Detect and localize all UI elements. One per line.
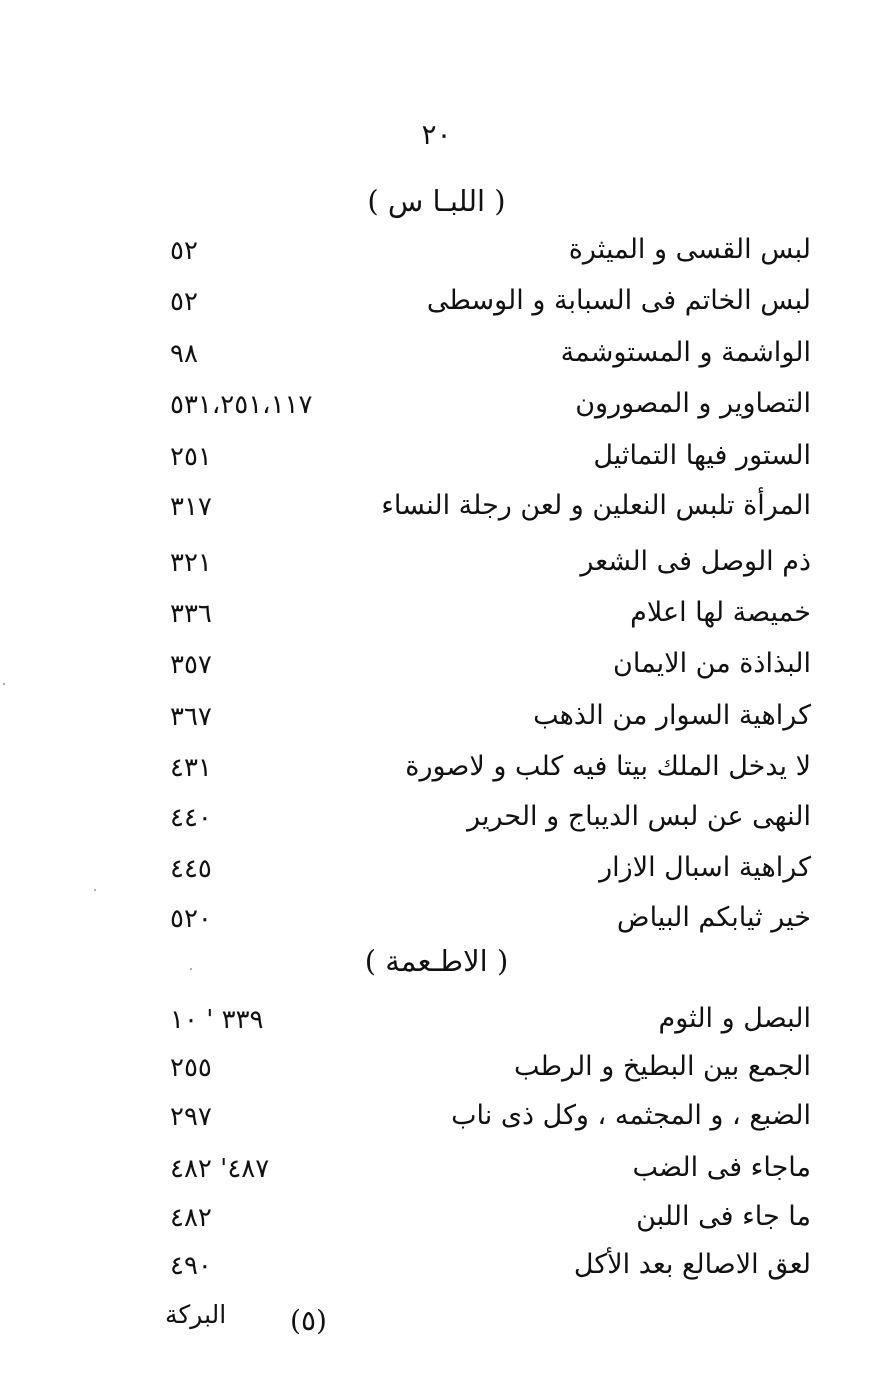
index-entry bbox=[0, 1100, 873, 1144]
entry-pages: ٤٤٥ bbox=[170, 854, 212, 884]
scan-speck bbox=[190, 968, 192, 970]
entry-pages: ٤٩٠ bbox=[170, 1251, 212, 1281]
entry-title: البصل و الثوم bbox=[658, 1003, 811, 1034]
entry-pages: ٢٥٥ bbox=[170, 1053, 212, 1083]
index-entry bbox=[0, 546, 873, 590]
index-entry bbox=[0, 490, 873, 534]
entry-title: لبس الخاتم فى السبابة و الوسطى bbox=[426, 285, 811, 316]
index-entry bbox=[0, 1152, 873, 1196]
section-heading-clothing: ( اللبـا س ) bbox=[367, 184, 506, 218]
index-entry bbox=[0, 337, 873, 381]
entry-pages: ٣٣٦ bbox=[170, 599, 212, 629]
entry-title: كراهية اسبال الازار bbox=[599, 852, 811, 883]
entry-title: النهى عن لبس الديباج و الحرير bbox=[467, 801, 811, 832]
entry-title: ذم الوصل فى الشعر bbox=[580, 546, 811, 577]
entry-title: المرأة تلبس النعلين و لعن رجلة النساء bbox=[381, 490, 811, 521]
entry-title: الواشمة و المستوشمة bbox=[560, 337, 811, 368]
index-entry bbox=[0, 648, 873, 692]
entry-title: ما جاء فى اللبن bbox=[636, 1201, 811, 1232]
entry-title: الضبع ، و المجثمه ، وكل ذى ناب bbox=[451, 1100, 811, 1131]
entry-pages: ٣٢١ bbox=[170, 548, 212, 578]
scan-speck bbox=[3, 683, 5, 685]
entry-title: الجمع بين البطيخ و الرطب bbox=[514, 1051, 811, 1082]
index-entry bbox=[0, 234, 873, 278]
signature-mark: (٥) bbox=[290, 1304, 327, 1337]
index-entry bbox=[0, 1201, 873, 1245]
index-entry bbox=[0, 751, 873, 795]
entry-pages: ٢٥١ bbox=[170, 442, 212, 472]
entry-pages: ٢٩٧ bbox=[170, 1102, 212, 1132]
entry-title: التصاوير و المصورون bbox=[575, 388, 811, 419]
entry-pages: ٣٣٩ ' ١٠ bbox=[170, 1005, 264, 1035]
entry-pages: ٤٣١ bbox=[170, 753, 212, 783]
entry-pages: ٤٨٢ bbox=[170, 1203, 212, 1233]
entry-pages: ٥٢ bbox=[170, 287, 198, 317]
entry-title: لعق الاصالع بعد الأكل bbox=[573, 1249, 811, 1280]
index-entry bbox=[0, 597, 873, 641]
scan-speck bbox=[94, 889, 96, 891]
entry-pages: ٤٤٠ bbox=[170, 803, 212, 833]
page-number: ٢٠ bbox=[421, 118, 452, 151]
entry-title: لا يدخل الملك بيتا فيه كلب و لاصورة bbox=[405, 751, 811, 782]
catchword: البركة bbox=[165, 1300, 227, 1329]
index-entry bbox=[0, 1003, 873, 1047]
entry-title: الستور فيها التماثيل bbox=[593, 440, 811, 471]
entry-title: كراهية السوار من الذهب bbox=[533, 700, 811, 731]
entry-title: خير ثيابكم البياض bbox=[616, 902, 811, 933]
entry-title: خميصة لها اعلام bbox=[630, 597, 811, 628]
entry-title: البذاذة من الايمان bbox=[613, 648, 811, 679]
index-entry bbox=[0, 801, 873, 845]
entry-title: لبس القسى و الميثرة bbox=[568, 234, 811, 265]
index-entry bbox=[0, 388, 873, 432]
section-heading-food: ( الاطـعمة ) bbox=[364, 944, 509, 978]
index-entry bbox=[0, 852, 873, 896]
entry-pages: ٣٦٧ bbox=[170, 702, 212, 732]
index-entry bbox=[0, 440, 873, 484]
entry-pages: ٩٨ bbox=[170, 339, 198, 369]
entry-pages: ٥٢٠ bbox=[170, 904, 212, 934]
entry-pages: ٥٢ bbox=[170, 236, 198, 266]
index-entry bbox=[0, 1249, 873, 1293]
entry-pages: ٤٨٧' ٤٨٢ bbox=[170, 1154, 270, 1184]
index-entry bbox=[0, 1051, 873, 1095]
entry-pages: ٣٥٧ bbox=[170, 650, 212, 680]
entry-title: ماجاء فى الضب bbox=[632, 1152, 811, 1183]
index-entry bbox=[0, 700, 873, 744]
entry-pages: ٣١٧ bbox=[170, 492, 212, 522]
index-entry bbox=[0, 285, 873, 329]
index-entry bbox=[0, 902, 873, 946]
entry-pages: ٥٣١،٢٥١،١١٧ bbox=[170, 390, 313, 420]
